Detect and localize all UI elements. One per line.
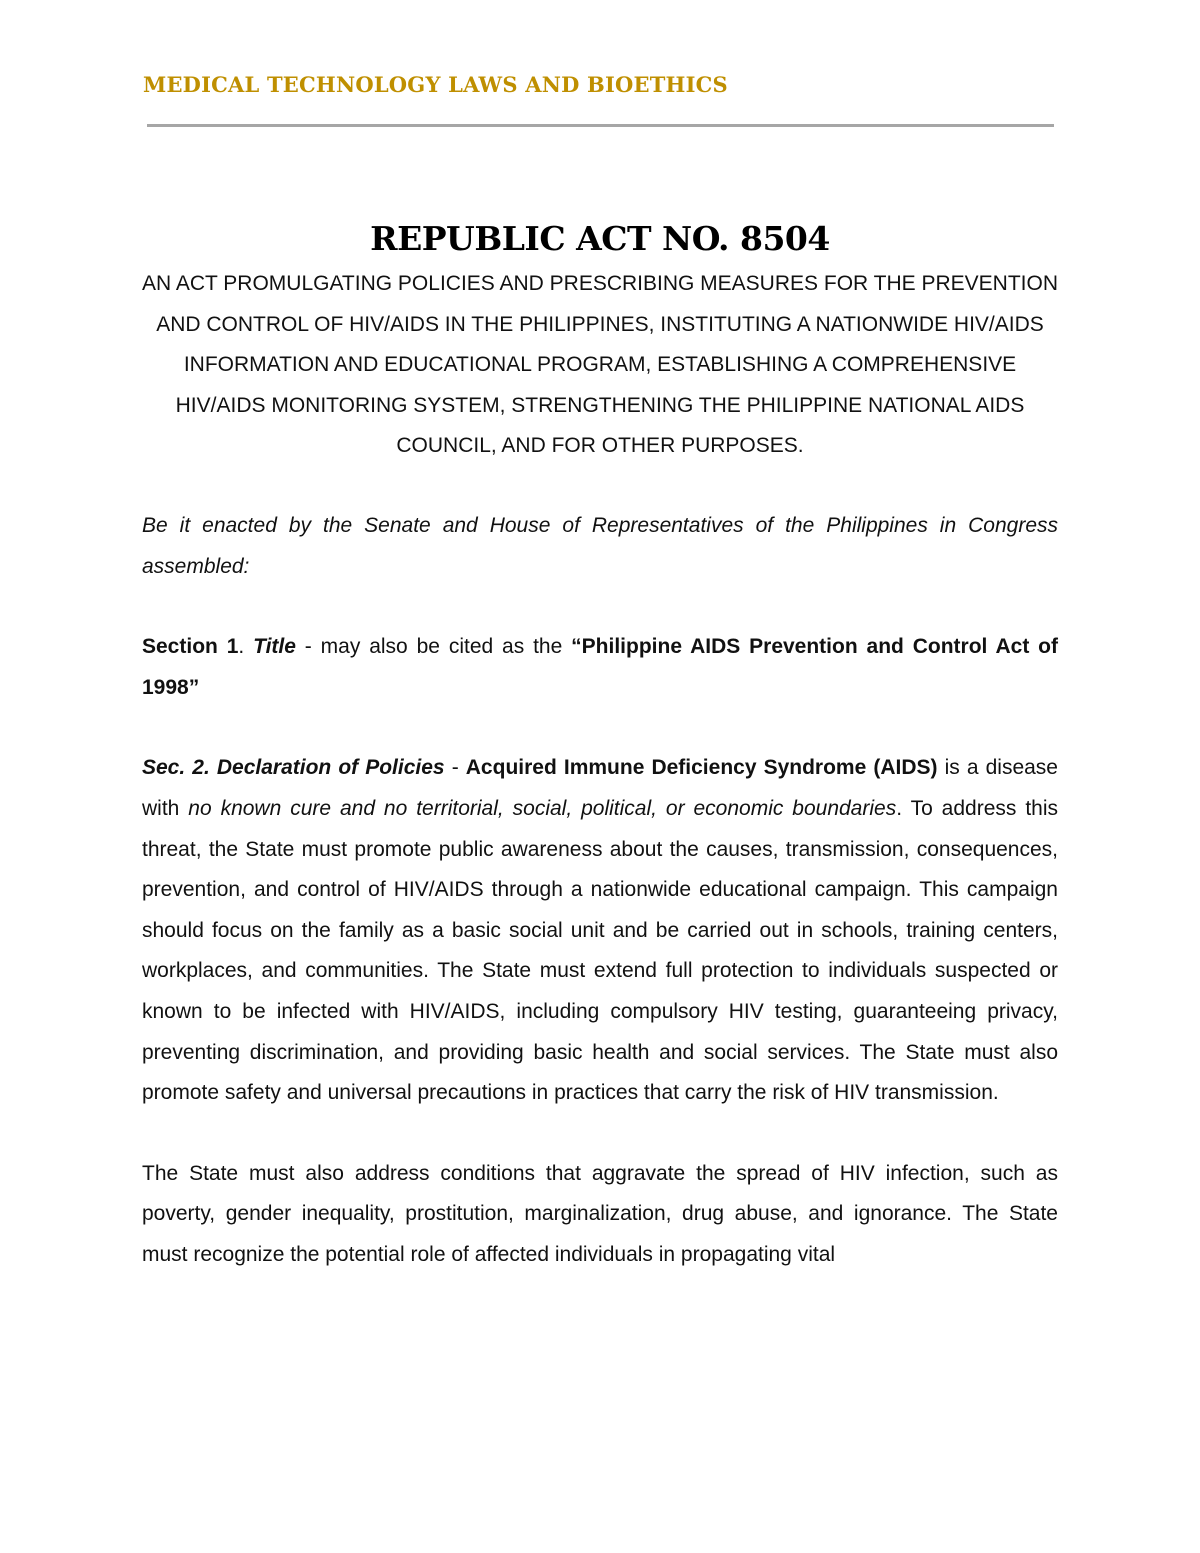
section-2-text-2: . To address this threat, the State must promote public awareness about the causes, transmission, consequences, prevention, and control of HIV/AIDS through a nationwide educational campaign. This campaign should focus on the family as a basic social unit and be carried out in schools, training centers, workplaces, and communities. The State must extend full protection to individuals suspected or known to be infected with HIV/AIDS, including compulsory HIV testing, guaranteeing privacy, preventing discrimination, and providing basic health and social services. The State must also promote safety and universal precautions in practices that carry the risk of HIV transmission. <box>142 796 1058 1105</box>
section-1-separator: . <box>238 635 254 659</box>
document-title: REPUBLIC ACT NO. 8504 <box>370 219 830 258</box>
section-1-text: - may also be cited as the <box>295 635 572 659</box>
paragraph-3: The State must also address conditions that aggravate the spread of HIV infection, such as poverty, gender inequality, prostitution, marginalization, drug abuse, and ignorance. The State must recognize the potential role of affected individuals in propagating vital <box>142 1161 1058 1266</box>
header-divider <box>147 124 1054 127</box>
section-2-dash: - <box>444 756 466 780</box>
section-2-text-1: is a disease with <box>142 756 1058 820</box>
document-body <box>142 214 1058 1275</box>
section-1-short-title: “Philippine AIDS Prevention and Control Act of 1998” <box>142 635 1059 699</box>
section-1-label: Section 1 <box>142 635 239 659</box>
act-long-title: AN ACT PROMULGATING POLICIES AND PRESCRIBING MEASURES FOR THE PREVENTION AND CONTROL OF HIV/AIDS IN THE PHILIPPINES, INSTITUTING A NATIONWIDE HIV/AIDS INFORMATION AND EDUCATIONAL PROGRAM, ESTABLISHING A COMPREHENSIVE HIV/AIDS MONITORING SYSTEM, STRENGTHENING THE PHILIPPINE NATIONAL AIDS COUNCIL, AND FOR OTHER PURPOSES. <box>142 272 1059 458</box>
section-2-term: Acquired Immune Deficiency Syndrome (AIDS) <box>465 756 938 780</box>
section-1 <box>142 627 1058 708</box>
section-1-heading: Title <box>253 635 296 659</box>
running-header: MEDICAL TECHNOLOGY LAWS AND BIOETHICS <box>143 72 728 97</box>
enacting-clause: Be it enacted by the Senate and House of Representatives of the Philippines in Congress assembled: <box>142 513 1058 578</box>
section-2 <box>142 748 1058 1113</box>
section-2-label: Sec. 2. Declaration of Policies <box>142 756 445 780</box>
section-2-emphasis: no known cure and no territorial, social, political, or economic boundaries <box>188 796 897 820</box>
